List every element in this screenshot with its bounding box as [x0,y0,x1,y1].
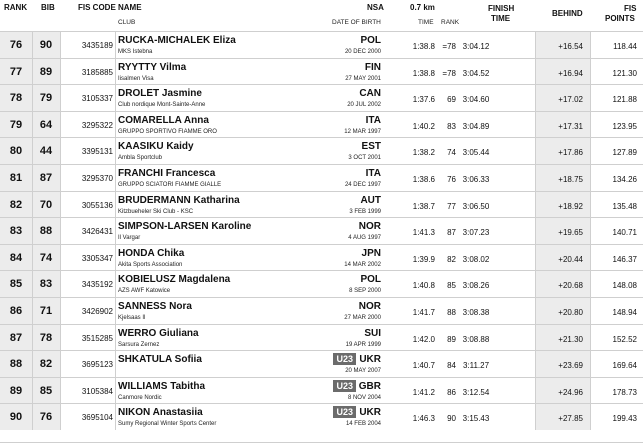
split-rank: 77 [447,201,456,211]
nsa-code: UKR [359,407,381,419]
split-rank: 85 [447,281,456,291]
behind-time: +18.92 [558,201,583,211]
bib-value: 74 [39,251,53,264]
fis-code: 3105384 [81,386,113,396]
athlete-name: KOBIELUSZ Magdalena [118,274,231,286]
behind-time: +20.44 [558,254,583,264]
fis-points: 199.43 [612,414,637,424]
date-of-birth: 24 DEC 1997 [344,181,381,188]
date-of-birth: 27 MAR 2000 [344,314,381,321]
rank-value: 87 [9,331,23,344]
nsa-code: EST [361,141,381,153]
fis-code: 3305347 [81,253,113,263]
athlete-club: Club nordique Mont-Sainte-Anne [118,102,206,109]
split-rank: 86 [447,387,456,397]
bib-value: 89 [39,65,53,78]
finish-time: 3:11.27 [462,361,490,371]
split-time: 1:38.8 [412,42,435,51]
fis-points: 148.94 [612,307,637,317]
fis-code: 3185885 [81,67,113,77]
split-rank: 74 [447,148,456,158]
column-divider [115,32,116,58]
finish-time: 3:04.52 [462,68,490,78]
finish-time: 3:08.88 [462,334,490,344]
column-divider [115,192,116,218]
split-rank: 90 [447,414,456,424]
table-row [0,377,643,404]
rank-value: 77 [9,65,23,78]
fis-code: 3435189 [81,41,113,50]
athlete-club: Canmore Nordic [118,394,162,401]
bib-value: 85 [39,384,53,397]
column-divider [115,59,116,85]
athlete-club: GRUPPO SCIATORI FIAMME GIALLE [118,181,222,188]
results-table [0,31,643,430]
fis-code: 3695123 [81,360,113,370]
split-time: 1:37.6 [412,95,435,105]
fis-points: 152.52 [612,334,637,344]
athlete-club: Il Vargar [118,235,141,242]
fis-points: 127.89 [612,148,637,158]
table-row [0,84,643,111]
fis-code: 3435192 [81,280,113,290]
date-of-birth: 20 JUL 2002 [347,102,381,109]
nsa-code: ITA [365,114,381,126]
athlete-name: KAASIKU Kaidy [118,141,194,153]
column-divider [115,351,116,377]
fis-points: 118.44 [613,42,637,51]
nsa-code: GBR [358,380,381,392]
finish-time: 3:04.60 [462,95,490,105]
athlete-name: BRUDERMANN Katharina [118,194,240,206]
column-divider [115,404,116,430]
split-rank: 88 [447,307,456,317]
table-row [0,403,643,430]
athlete-name: FRANCHI Francesca [118,167,216,179]
nsa-code: CAN [359,88,381,100]
column-divider [590,138,591,164]
column-divider [115,112,116,138]
header-behind: BEHIND [552,9,583,18]
fis-code: 3426431 [81,227,113,237]
split-time: 1:41.3 [412,228,435,238]
u23-badge: U23 [333,406,356,418]
behind-time: +17.86 [558,148,583,158]
split-time: 1:38.6 [412,174,435,184]
fis-points: 178.73 [612,387,637,397]
athlete-club: Ambla Sportclub [118,155,163,162]
column-divider [115,85,116,111]
date-of-birth: 12 MAR 1997 [344,128,381,135]
bib-value: 83 [39,278,53,291]
fis-points: 146.37 [612,254,637,264]
athlete-name: COMARELLA Anna [118,114,209,126]
header-split-time: TIME [418,19,434,26]
fis-points: 121.30 [612,68,637,78]
split-time: 1:40.8 [412,281,435,291]
finish-time: 3:12.54 [462,387,490,397]
split-rank: 76 [447,174,456,184]
u23-badge: U23 [333,380,356,392]
behind-time: +20.68 [558,281,583,291]
fis-code: 3295322 [81,120,113,130]
table-row [0,164,643,191]
split-rank: =78 [442,42,456,51]
finish-time: 3:08.38 [462,307,490,317]
rank-value: 89 [9,384,23,397]
finish-time: 3:15.43 [462,414,490,424]
header-club: CLUB [118,19,136,26]
date-of-birth: 19 APR 1999 [345,341,381,348]
fis-code: 3395131 [81,147,113,157]
behind-time: +16.54 [558,42,583,51]
finish-time: 3:08.26 [462,281,490,291]
athlete-name: WERRO Giuliana [118,327,199,339]
column-divider [590,298,591,324]
column-divider [590,271,591,297]
split-rank: 83 [447,121,456,131]
split-time: 1:38.7 [412,201,435,211]
athlete-name: SHKATULA Sofiia [118,354,202,366]
column-divider [590,112,591,138]
date-of-birth: 27 MAY 2001 [345,75,381,82]
split-time: 1:42.0 [412,334,435,344]
athlete-club: Sarsura Zernez [118,341,160,348]
nsa-code: POL [360,35,381,46]
bib-value: 90 [39,39,53,51]
athlete-name: RUCKA-MICHALEK Eliza [118,35,236,46]
fis-points: 148.08 [612,281,637,291]
column-divider [590,85,591,111]
athlete-club: GRUPPO SPORTIVO FIAMME ORO [118,128,217,135]
nsa-code: ITA [365,167,381,179]
fis-points: 135.48 [612,201,637,211]
column-divider [115,245,116,271]
athlete-club: Akita Sports Association [118,261,183,268]
finish-time: 3:07.23 [462,228,490,238]
rank-value: 81 [9,171,23,184]
rank-value: 82 [9,198,23,211]
athlete-name: SANNESS Nora [118,300,192,312]
athlete-club: MKS Istebna [118,49,153,55]
finish-time: 3:06.50 [462,201,490,211]
fis-points: 123.95 [612,121,637,131]
rank-value: 84 [9,251,23,264]
column-divider [590,378,591,404]
nsa-code: NOR [358,300,381,312]
finish-time: 3:06.33 [462,174,490,184]
table-row [0,244,643,271]
bib-value: 70 [39,198,53,211]
split-time: 1:41.2 [412,387,435,397]
bib-value: 71 [39,304,53,317]
column-divider [590,351,591,377]
header-split: 0.7 km [410,3,435,12]
column-divider [115,298,116,324]
u23-badge: U23 [333,353,356,365]
column-divider [115,138,116,164]
split-rank: 89 [447,334,456,344]
behind-time: +17.02 [558,95,583,105]
column-divider [115,325,116,351]
date-of-birth: 4 AUG 1997 [348,235,381,242]
column-divider [115,165,116,191]
athlete-name: SIMPSON-LARSEN Karoline [118,221,252,233]
column-divider [590,218,591,244]
bib-value: 78 [39,331,53,344]
header-fis-line1: FIS [624,4,637,13]
column-divider [590,404,591,430]
header-nsa: NSA [367,3,384,12]
table-row [0,31,643,58]
athlete-club: AZS AWF Katowice [118,288,171,295]
table-row [0,111,643,138]
nsa-code: NOR [358,221,381,233]
header-fis-code-name: FIS CODE NAME [78,3,142,12]
fis-points: 169.64 [612,361,637,371]
date-of-birth: 20 DEC 2000 [344,49,381,55]
split-time: 1:40.2 [412,121,435,131]
split-rank: =78 [442,68,456,78]
nsa-code: POL [360,274,381,286]
split-time: 1:46.3 [412,414,435,424]
athlete-name: DROLET Jasmine [118,88,202,100]
bib-value: 64 [39,118,53,131]
bib-value: 76 [39,411,53,424]
behind-time: +17.31 [558,121,583,131]
nsa-code: JPN [361,247,381,259]
column-divider [115,378,116,404]
table-row [0,58,643,85]
rank-value: 88 [9,358,23,371]
header-finish-line2: TIME [491,14,511,23]
column-divider [115,271,116,297]
date-of-birth: 14 FEB 2004 [345,421,381,428]
behind-time: +21.30 [558,334,583,344]
finish-time: 3:05.44 [462,148,490,158]
finish-time: 3:08.02 [462,254,490,264]
table-bottom-border [0,442,643,443]
athlete-club: Kjelsaas Il [118,314,146,321]
table-row [0,324,643,351]
finish-time: 3:04.12 [462,42,490,51]
column-divider [590,325,591,351]
rank-value: 90 [9,411,23,424]
header-date-of-birth: DATE OF BIRTH [332,19,381,26]
table-row [0,297,643,324]
behind-time: +20.80 [558,307,583,317]
fis-code: 3426902 [81,306,113,316]
header-fis-line2: POINTS [605,14,635,23]
nsa-code: UKR [359,354,381,366]
athlete-name: HONDA Chika [118,247,185,259]
athlete-club: Kitzbueheler Ski Club - KSC [118,208,194,215]
behind-time: +18.75 [558,174,583,184]
rank-value: 83 [9,225,23,238]
split-time: 1:40.7 [412,361,435,371]
fis-code: 3105337 [81,94,113,104]
finish-time: 3:04.89 [462,121,490,131]
rank-value: 80 [9,145,23,158]
split-time: 1:41.7 [412,307,435,317]
column-divider [590,165,591,191]
column-divider [590,192,591,218]
behind-time: +27.85 [558,414,583,424]
rank-value: 78 [9,92,23,105]
nsa-code: FIN [364,61,381,73]
column-divider [590,59,591,85]
split-time: 1:38.2 [412,148,435,158]
split-rank: 69 [447,95,456,105]
split-time: 1:38.8 [412,68,435,78]
athlete-name: NIKON Anastasiia [118,407,203,419]
athlete-club: Iisalmen Visa [118,75,154,82]
rank-value: 76 [9,39,23,51]
bib-value: 79 [39,92,53,105]
table-row [0,191,643,218]
table-row [0,270,643,297]
column-divider [115,218,116,244]
rank-value: 79 [9,118,23,131]
header-finish-line1: FINISH [488,4,515,13]
fis-points: 121.88 [612,95,637,105]
split-rank: 84 [447,361,456,371]
behind-time: +23.69 [558,361,583,371]
column-divider [590,245,591,271]
fis-code: 3695104 [81,413,113,423]
bib-value: 44 [39,145,53,158]
behind-time: +19.65 [558,228,583,238]
header-rank: RANK [4,3,28,12]
athlete-name: WILLIAMS Tabitha [118,380,206,392]
date-of-birth: 8 NOV 2004 [347,394,381,401]
fis-code: 3515285 [81,333,113,343]
athlete-club: Sumy Regional Winter Sports Center [118,421,217,428]
split-rank: 82 [447,254,456,264]
behind-time: +24.96 [558,387,583,397]
behind-time: +16.94 [558,68,583,78]
date-of-birth: 3 OCT 2001 [348,155,381,162]
table-row [0,217,643,244]
fis-points: 140.71 [612,228,637,238]
athlete-name: RYYTTY Vilma [118,61,187,73]
nsa-code: AUT [360,194,381,206]
table-row [0,137,643,164]
fis-code: 3295370 [81,173,113,183]
results-header [0,0,643,31]
date-of-birth: 3 FEB 1999 [349,208,381,215]
split-time: 1:39.9 [412,254,435,264]
rank-value: 86 [9,304,23,317]
header-bib: BIB [41,3,55,12]
split-rank: 87 [447,228,456,238]
table-row [0,350,643,377]
fis-code: 3055136 [81,200,113,210]
bib-value: 82 [39,358,53,371]
date-of-birth: 8 SEP 2000 [349,288,381,295]
header-split-rank: RANK [441,19,460,26]
column-divider [590,32,591,58]
bib-value: 88 [39,225,53,238]
bib-value: 87 [39,171,53,184]
date-of-birth: 14 MAR 2002 [344,261,381,268]
rank-value: 85 [9,278,23,291]
nsa-code: SUI [364,327,381,339]
date-of-birth: 20 MAY 2007 [345,368,381,375]
fis-points: 134.26 [612,174,637,184]
